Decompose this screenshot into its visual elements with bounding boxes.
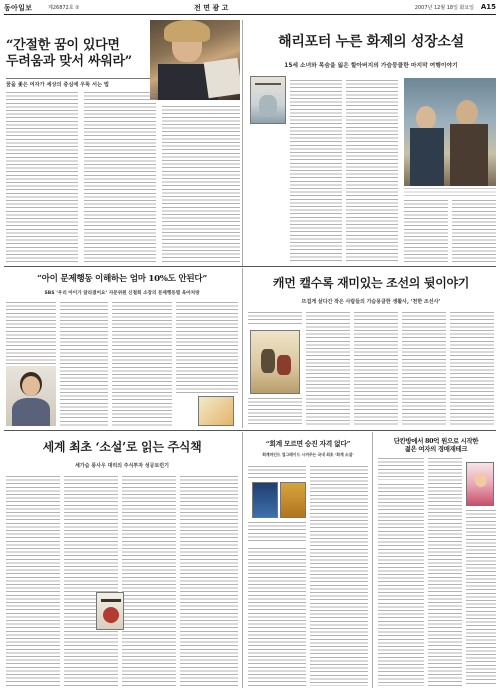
ad7-body-text <box>466 510 496 686</box>
ad4-body-text <box>306 312 350 426</box>
ad2-body-text <box>452 200 496 262</box>
ad2-body-text <box>346 80 398 262</box>
column-divider <box>242 432 243 688</box>
ad2-headline: 해리포터 누른 화제의 성장소설 <box>278 34 464 50</box>
ad1-author-photo <box>150 20 240 100</box>
ad4-book-info <box>248 398 302 426</box>
section-title: 전 면 광 고 <box>194 4 229 12</box>
section-divider <box>4 266 496 267</box>
ad7-headline-line1: 단칸방에서 80억 원으로 시작한 <box>393 437 479 445</box>
ad3-body-text <box>60 302 108 426</box>
ad4-book-info <box>248 312 302 326</box>
ad-auction-investment-book <box>376 432 496 688</box>
ad7-headline-line2: 젊은 여자의 경매재테크 <box>404 444 468 453</box>
ad1-body-text <box>162 106 240 264</box>
ad6-book-cover <box>252 482 278 518</box>
ad4-body-text <box>354 312 398 426</box>
ad-stock-novel <box>4 432 240 688</box>
ad5-body-text <box>180 476 238 686</box>
masthead <box>4 3 496 15</box>
ad2-body-text <box>404 200 448 262</box>
ad-harry-potter-novel <box>246 20 496 266</box>
ad5-subhead: 세가슴 풍사우 대리의 주식투자 성공토런기 <box>75 463 169 469</box>
ad2-book-cover <box>250 76 286 124</box>
column-divider <box>242 268 243 428</box>
section-divider <box>4 430 496 431</box>
ad5-headline: 세계 최초 ‘소설’로 읽는 주식책 <box>42 440 202 454</box>
ad6-subhead: 회계마인드 업그레이드 시켜주는 국내 최초 ‘회계 소설’ <box>262 452 354 457</box>
ad2-movie-still <box>404 78 496 186</box>
ad4-book-cover <box>250 330 300 394</box>
ad1-headline-line1: “간절한 꿈이 있다면 <box>6 38 120 53</box>
ad5-book-cover <box>96 592 124 630</box>
ad2-photo-caption <box>404 188 496 196</box>
newspaper-logo: 동아일보 <box>4 4 33 12</box>
ad-joseon-history-book <box>246 268 496 428</box>
ad3-body-text <box>176 302 238 394</box>
ad6-book-info <box>248 522 306 542</box>
page-number: A15 <box>480 3 496 11</box>
ad4-headline: 캐먼 캘수록 재미있는 조선의 뒷이야기 <box>272 276 470 290</box>
ad4-body-text <box>402 312 446 426</box>
column-divider <box>242 20 243 266</box>
ad4-subhead: 뜨겁게 살다간 작은 사람들의 가슴뭉클한 생활사, ‘천한 조선사’ <box>301 299 441 305</box>
ad5-body-text <box>6 476 60 686</box>
ad1-subhead: 꿈을 좇은 여자가 세상의 중심에 우뚝 서는 법 <box>6 78 156 88</box>
ad1-body-text <box>84 92 156 264</box>
ad-parenting-book <box>4 268 240 428</box>
column-divider <box>372 432 373 688</box>
ad2-body-text <box>290 80 342 262</box>
ad1-headline-line2: 두려움과 맞서 싸워라” <box>6 53 132 69</box>
ad-dream-book <box>4 20 240 264</box>
ad4-body-text <box>450 312 494 426</box>
ad5-body-text <box>122 476 176 686</box>
ad7-headline <box>376 438 496 453</box>
ad3-author-photo <box>6 366 56 426</box>
issue-number: 제26872호 ② <box>48 5 80 11</box>
ad7-book-info <box>378 458 424 480</box>
publication-date: 2007년 12월 18일 화요일 <box>414 5 474 11</box>
ad6-body-text <box>310 466 368 686</box>
ad1-headline <box>6 38 136 69</box>
ad2-subhead: 15세 소녀와 목숨을 잃은 할아버지의 가슴뭉클한 마지막 여행이야기 <box>284 63 458 69</box>
ad7-body-text <box>378 484 424 686</box>
ad3-subhead: SBS ‘우리 아이가 달라졌어요’ 자문위원 신철희 소장의 문제행동별 육아처방 <box>44 291 200 296</box>
ad5-body-text <box>64 476 118 686</box>
ad7-book-cover <box>466 462 494 506</box>
ad6-book-cover-2 <box>280 482 306 518</box>
ad1-body-text <box>6 92 78 264</box>
ad7-body-text <box>428 458 462 686</box>
ad3-body-text <box>6 302 56 364</box>
ad6-body-text <box>248 548 306 686</box>
ad6-book-info <box>248 466 306 478</box>
ad3-headline: “아이 문제행동 이해하는 엄마 10%도 안된다” <box>37 274 207 284</box>
ad6-headline: “회계 모르면 승진 자격 없다” <box>265 440 351 448</box>
ad3-body-text <box>112 302 172 426</box>
ad-accounting-novel <box>246 432 370 688</box>
ad3-book-cover <box>198 396 234 426</box>
